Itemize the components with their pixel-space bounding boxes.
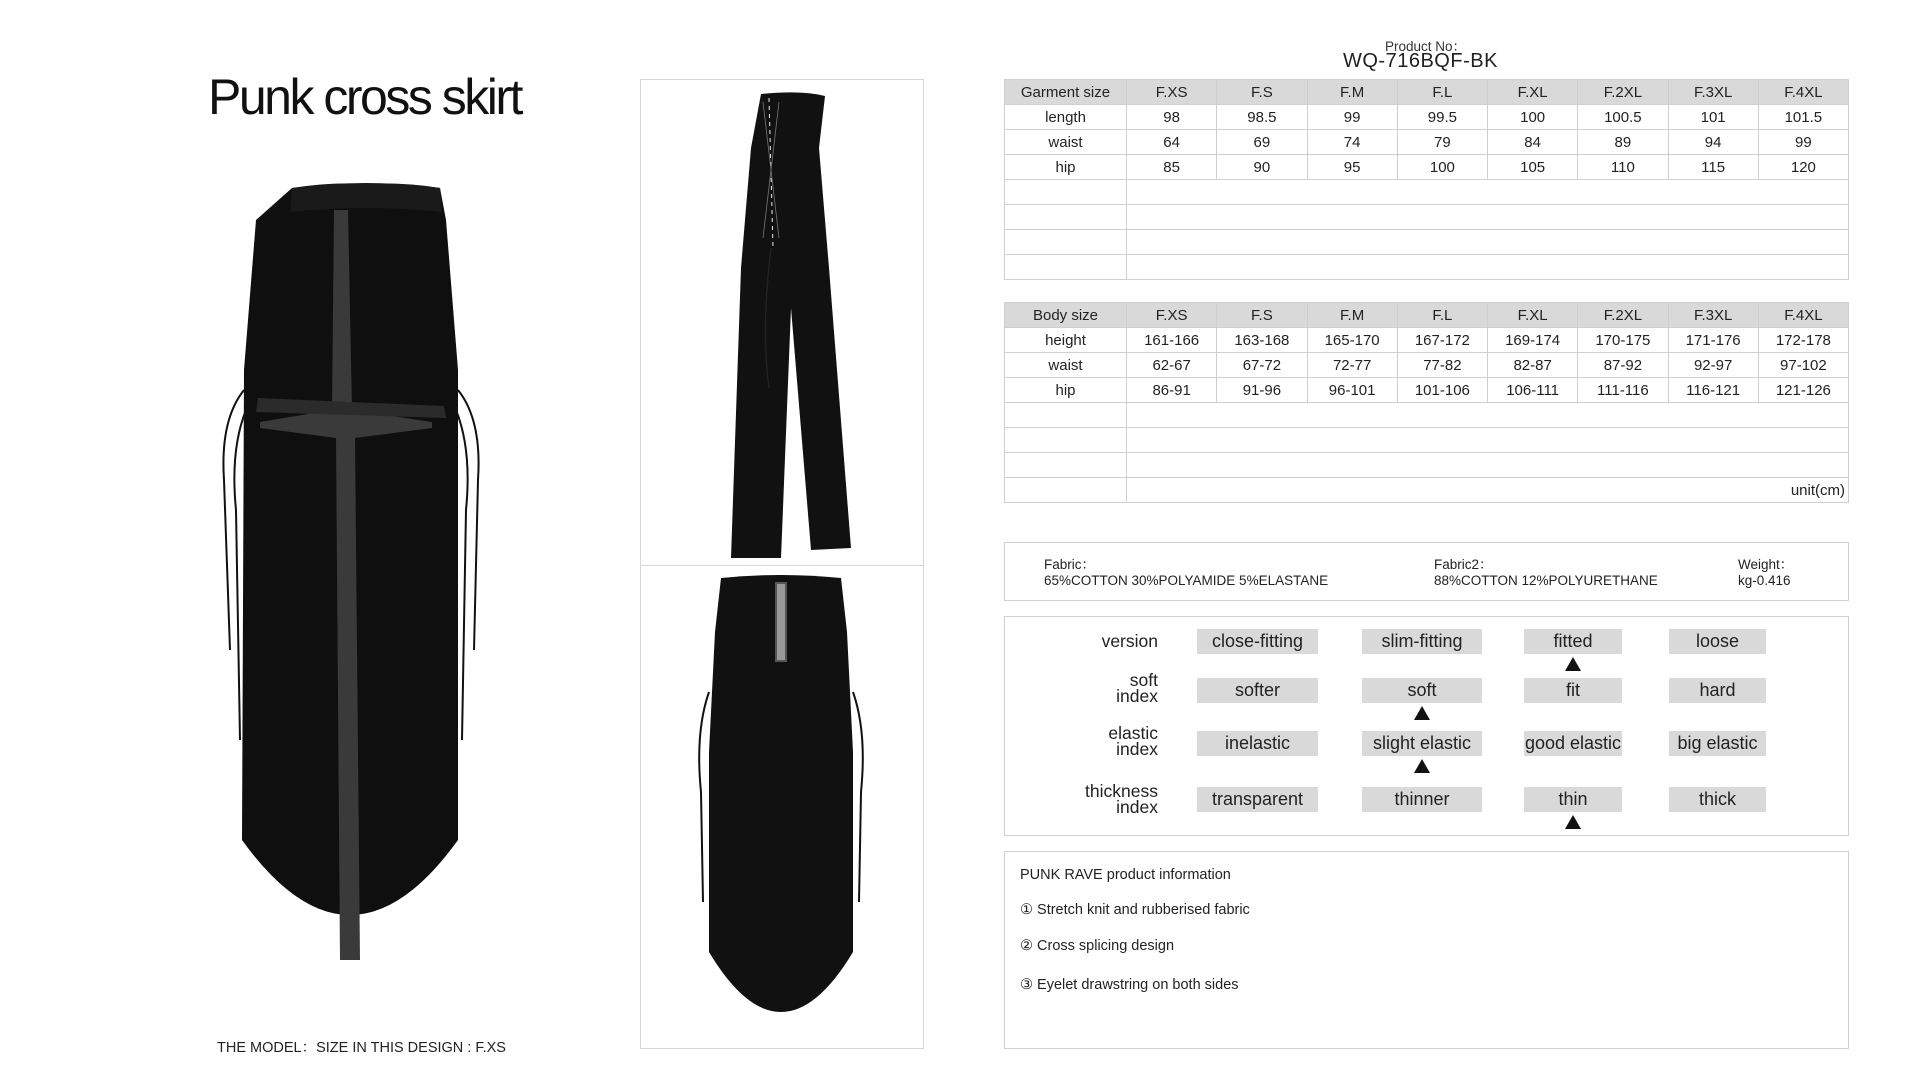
thickness-index-label (1085, 783, 1158, 815)
table-cell: 91-96 (1217, 378, 1307, 403)
header-cell: F.S (1217, 303, 1307, 328)
fabric2-info (1434, 557, 1658, 589)
table-cell: 94 (1668, 130, 1758, 155)
row-label: height (1005, 328, 1127, 353)
table-cell: 100 (1397, 155, 1487, 180)
info-heading: PUNK RAVE product information (1020, 867, 1231, 883)
fabric-value: 65%COTTON 30%POLYAMIDE 5%ELASTANE (1044, 573, 1329, 588)
header-cell: F.M (1307, 303, 1397, 328)
row-label: hip (1005, 155, 1127, 180)
body-size-table (1004, 302, 1849, 503)
photo-divider (641, 565, 923, 566)
header-cell: F.4XL (1758, 303, 1848, 328)
table-cell: 98 (1127, 105, 1217, 130)
blank-cell (1127, 428, 1849, 453)
thickness-option: thin (1524, 787, 1622, 812)
thickness-option: transparent (1197, 787, 1318, 812)
table-cell: 90 (1217, 155, 1307, 180)
table-cell: 72-77 (1307, 353, 1397, 378)
table-cell: 172-178 (1758, 328, 1848, 353)
table-cell: 110 (1578, 155, 1668, 180)
elastic-index-label-line: elastic (1108, 723, 1158, 743)
blank-cell (1005, 428, 1127, 453)
thickness-selected-marker-icon (1565, 815, 1581, 829)
version-option: slim-fitting (1362, 629, 1482, 654)
header-cell: F.2XL (1578, 80, 1668, 105)
version-label-text: version (1101, 631, 1158, 651)
table-cell: 116-121 (1668, 378, 1758, 403)
table-row (1005, 353, 1849, 378)
weight-label: Weight： (1738, 557, 1794, 572)
blank-cell (1127, 453, 1849, 478)
blank-cell (1127, 230, 1849, 255)
header-cell: F.2XL (1578, 303, 1668, 328)
header-cell: F.L (1397, 303, 1487, 328)
soft-selected-marker-icon (1414, 706, 1430, 720)
table-cell: 101 (1668, 105, 1758, 130)
row-label: hip (1005, 378, 1127, 403)
detail-photo-panel (640, 79, 924, 1049)
header-cell: F.M (1307, 80, 1397, 105)
elastic-option: inelastic (1197, 731, 1318, 756)
table-cell: 64 (1127, 130, 1217, 155)
table-cell: 121-126 (1758, 378, 1848, 403)
table-cell: 100 (1488, 105, 1578, 130)
fabric-info (1044, 557, 1328, 589)
table-cell: 92-97 (1668, 353, 1758, 378)
version-label (1102, 633, 1158, 649)
table-cell: 167-172 (1397, 328, 1487, 353)
table-cell: 106-111 (1488, 378, 1578, 403)
table-cell: 163-168 (1217, 328, 1307, 353)
elastic-option: slight elastic (1362, 731, 1482, 756)
table-cell: 62-67 (1127, 353, 1217, 378)
blank-cell (1005, 205, 1127, 230)
blank-cell (1005, 453, 1127, 478)
elastic-option: good elastic (1524, 731, 1622, 756)
table-cell: 96-101 (1307, 378, 1397, 403)
blank-cell (1127, 205, 1849, 230)
table-cell: 99.5 (1397, 105, 1487, 130)
table-cell: 99 (1307, 105, 1397, 130)
thickness-index-label-line: thickness (1085, 781, 1158, 801)
table-cell: 85 (1127, 155, 1217, 180)
table-cell: 77-82 (1397, 353, 1487, 378)
table-cell: 89 (1578, 130, 1668, 155)
header-cell: F.XL (1488, 80, 1578, 105)
blank-cell (1005, 403, 1127, 428)
product-no: WQ-716BQF-BK (1343, 50, 1498, 72)
weight-value: kg-0.416 (1738, 573, 1791, 588)
blank-cell (1005, 255, 1127, 280)
table-cell: 111-116 (1578, 378, 1668, 403)
table-cell: 84 (1488, 130, 1578, 155)
table-row (1005, 105, 1849, 130)
version-selected-marker-icon (1565, 657, 1581, 671)
fabric-info-box (1004, 542, 1849, 601)
table-row (1005, 155, 1849, 180)
blank-row (1005, 453, 1849, 478)
blank-row (1005, 230, 1849, 255)
header-cell: F.XL (1488, 303, 1578, 328)
elastic-index-label-line: index (1116, 739, 1158, 759)
header-cell: Garment size (1005, 80, 1127, 105)
table-cell: 87-92 (1578, 353, 1668, 378)
feature-item: ① Stretch knit and rubberised fabric (1020, 902, 1250, 918)
blank-cell (1127, 403, 1849, 428)
weight-info (1738, 557, 1793, 589)
garment-size-table (1004, 79, 1849, 280)
table-cell: 171-176 (1668, 328, 1758, 353)
header-cell: F.4XL (1758, 80, 1848, 105)
model-size-note: THE MODEL：SIZE IN THIS DESIGN : F.XS (217, 1040, 506, 1056)
unit-cell: unit(cm) (1127, 478, 1849, 503)
row-label: waist (1005, 353, 1127, 378)
row-label: length (1005, 105, 1127, 130)
blank-cell (1005, 478, 1127, 503)
soft-option: fit (1524, 678, 1622, 703)
table-cell: 169-174 (1488, 328, 1578, 353)
skirt-side-photo (701, 88, 861, 558)
header-cell: F.3XL (1668, 303, 1758, 328)
blank-row (1005, 478, 1849, 503)
table-cell: 120 (1758, 155, 1848, 180)
table-cell: 99 (1758, 130, 1848, 155)
header-cell: F.L (1397, 80, 1487, 105)
table-cell: 97-102 (1758, 353, 1848, 378)
soft-option: soft (1362, 678, 1482, 703)
soft-index-label-line: soft (1129, 670, 1158, 690)
table-cell: 101.5 (1758, 105, 1848, 130)
blank-cell (1005, 230, 1127, 255)
table-cell: 98.5 (1217, 105, 1307, 130)
header-cell: F.S (1217, 80, 1307, 105)
blank-row (1005, 255, 1849, 280)
soft-index-label-line: index (1116, 686, 1158, 706)
header-cell: F.3XL (1668, 80, 1758, 105)
table-cell: 79 (1397, 130, 1487, 155)
elastic-option: big elastic (1669, 731, 1766, 756)
blank-row (1005, 180, 1849, 205)
skirt-front-photo (200, 180, 500, 1000)
soft-option: hard (1669, 678, 1766, 703)
table-cell: 86-91 (1127, 378, 1217, 403)
fabric-label: Fabric： (1044, 557, 1096, 572)
table-cell: 170-175 (1578, 328, 1668, 353)
product-title: Punk cross skirt (208, 69, 521, 125)
table-row (1005, 328, 1849, 353)
thickness-option: thinner (1362, 787, 1482, 812)
table-cell: 101-106 (1397, 378, 1487, 403)
table-cell: 165-170 (1307, 328, 1397, 353)
fabric2-label: Fabric2： (1434, 557, 1493, 572)
version-option: close-fitting (1197, 629, 1318, 654)
product-info-box (1004, 851, 1849, 1049)
table-cell: 74 (1307, 130, 1397, 155)
table-cell: 161-166 (1127, 328, 1217, 353)
table-cell: 82-87 (1488, 353, 1578, 378)
feature-item: ③ Eyelet drawstring on both sides (1020, 977, 1239, 993)
version-option: fitted (1524, 629, 1622, 654)
header-cell: F.XS (1127, 303, 1217, 328)
table-cell: 95 (1307, 155, 1397, 180)
table-cell: 115 (1668, 155, 1758, 180)
elastic-index-label (1108, 725, 1158, 757)
table-cell: 69 (1217, 130, 1307, 155)
blank-cell (1127, 255, 1849, 280)
fit-index-box (1004, 616, 1849, 836)
table-header-row (1005, 303, 1849, 328)
header-cell: F.XS (1127, 80, 1217, 105)
fabric2-value: 88%COTTON 12%POLYURETHANE (1434, 573, 1658, 588)
thickness-index-label-line: index (1116, 797, 1158, 817)
blank-cell (1127, 180, 1849, 205)
blank-row (1005, 205, 1849, 230)
table-cell: 100.5 (1578, 105, 1668, 130)
version-option: loose (1669, 629, 1766, 654)
table-cell: 67-72 (1217, 353, 1307, 378)
soft-index-label (1116, 672, 1158, 704)
elastic-selected-marker-icon (1414, 759, 1430, 773)
table-row (1005, 378, 1849, 403)
blank-row (1005, 428, 1849, 453)
blank-row (1005, 403, 1849, 428)
soft-option: softer (1197, 678, 1318, 703)
blank-cell (1005, 180, 1127, 205)
skirt-back-photo (691, 572, 871, 1044)
product-no-label: Product No： (1385, 39, 1467, 54)
table-header-row (1005, 80, 1849, 105)
thickness-option: thick (1669, 787, 1766, 812)
feature-item: ② Cross splicing design (1020, 938, 1175, 954)
row-label: waist (1005, 130, 1127, 155)
table-row (1005, 130, 1849, 155)
header-cell: Body size (1005, 303, 1127, 328)
table-cell: 105 (1488, 155, 1578, 180)
